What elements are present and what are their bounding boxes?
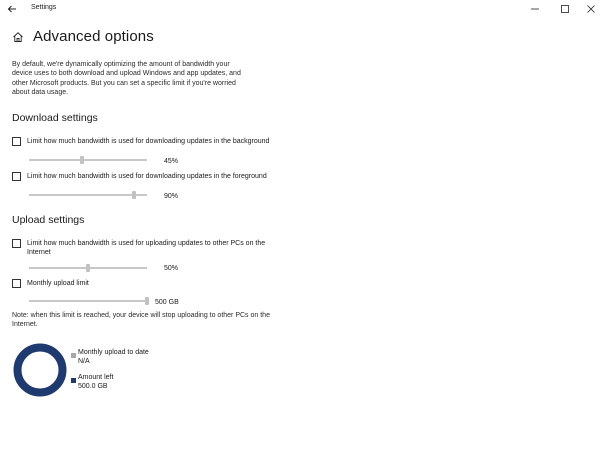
slider-track <box>29 300 149 302</box>
monthly-upload-limit-value: 500 GB <box>155 299 179 306</box>
download-foreground-label: Limit how much bandwidth is used for downloading updates in the foreground <box>27 173 267 180</box>
uploaded-legend-swatch <box>71 353 76 358</box>
monthly-upload-limit-checkbox[interactable] <box>12 279 21 288</box>
download-foreground-checkbox[interactable] <box>12 172 21 181</box>
download-background-label: Limit how much bandwidth is used for downloading updates in the background <box>27 138 270 145</box>
slider-track <box>29 194 147 196</box>
minimize-icon <box>531 5 539 13</box>
upload-other-pcs-slider[interactable] <box>29 264 147 272</box>
maximize-icon <box>561 5 569 13</box>
download-foreground-value: 90% <box>164 193 179 200</box>
slider-thumb[interactable] <box>80 156 84 164</box>
download-settings-heading: Download settings <box>12 112 98 124</box>
maximize-button[interactable] <box>552 0 578 18</box>
upload-other-pcs-checkbox[interactable] <box>12 239 21 248</box>
window-title: Settings <box>31 4 57 11</box>
amount-left-legend-label: Amount left <box>78 374 114 381</box>
upload-usage-donut <box>13 343 67 397</box>
back-arrow-icon <box>7 4 17 14</box>
title-bar <box>0 0 600 18</box>
uploaded-legend-value: N/A <box>78 358 90 365</box>
amount-left-legend-value: 500.0 GB <box>78 383 108 390</box>
monthly-upload-limit-label: Monthly upload limit <box>27 280 89 287</box>
slider-thumb[interactable] <box>86 264 90 272</box>
download-background-slider[interactable] <box>29 156 147 164</box>
close-icon <box>587 5 595 13</box>
uploaded-legend-label: Monthly upload to date <box>78 349 149 356</box>
slider-thumb[interactable] <box>132 191 136 199</box>
download-foreground-slider[interactable] <box>29 191 147 199</box>
minimize-button[interactable] <box>522 0 548 18</box>
upload-other-pcs-label: Limit how much bandwidth is used for uploading updates to other PCs on the Internet <box>27 240 266 256</box>
slider-track <box>29 159 147 161</box>
home-icon[interactable] <box>12 31 24 43</box>
amount-left-ring <box>18 348 63 393</box>
amount-left-legend-swatch <box>71 378 76 383</box>
page-description: By default, we're dynamically optimizing the amount of bandwidth your device uses to both download and upload Windows and app updates, and other Microsoft products. But you can set a specific limit if you're worried about data usage. <box>12 61 241 97</box>
page-title: Advanced options <box>33 28 154 45</box>
close-button[interactable] <box>578 0 600 18</box>
upload-other-pcs-value: 50% <box>164 265 179 272</box>
slider-thumb[interactable] <box>145 297 149 305</box>
download-background-checkbox[interactable] <box>12 137 21 146</box>
monthly-upload-limit-slider[interactable] <box>29 297 149 305</box>
back-button[interactable] <box>5 2 19 16</box>
download-background-value: 45% <box>164 158 179 165</box>
upload-limit-note: Note: when this limit is reached, your device will stop uploading to other PCs on the Internet. <box>12 312 270 328</box>
upload-settings-heading: Upload settings <box>12 214 85 226</box>
